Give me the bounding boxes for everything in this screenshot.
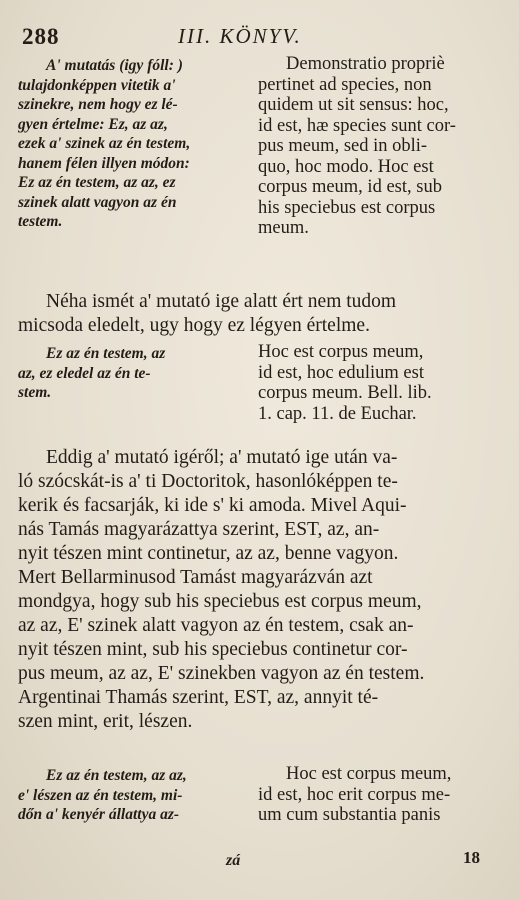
text-line: nás Tamás magyarázattya szerint, EST, az, an- <box>18 519 380 540</box>
running-title: III. KÖNYV. <box>178 24 302 48</box>
latin-column-1 <box>258 54 506 239</box>
paragraph-1 <box>18 290 508 338</box>
text-line: szinekre, nem hogy ez lé- <box>18 96 178 113</box>
text-line: szen mint, erit, lészen. <box>18 711 193 732</box>
latin-column-3 <box>258 764 506 826</box>
text-line: quo, hoc modo. Hoc est <box>258 156 434 177</box>
text-line: szinek alatt vagyon az én <box>18 193 177 211</box>
text-line: dőn a' kenyér állattya az- <box>18 806 180 823</box>
text-line: pus meum, az az, E' szinekben vagyon az én testem. <box>18 663 425 684</box>
hungarian-column-3 <box>18 766 256 825</box>
text-line: gyen értelme: Ez, az az, <box>18 115 168 133</box>
text-line: kerik és facsarják, ki ide s' ki amoda. Mivel Aqui- <box>18 495 407 516</box>
text-line: his speciebus est corpus <box>258 197 436 218</box>
text-line: Ez az én testem, az az, <box>46 767 187 784</box>
text-line: corpus meum, id est, sub <box>258 177 442 197</box>
text-line: mondgya, hogy sub his speciebus est corpus meum, <box>18 591 422 612</box>
text-line: um cum substantia panis <box>258 805 441 825</box>
text-line: Hoc est corpus meum, <box>258 342 424 362</box>
text-line: id est, hoc edulium est <box>258 362 424 383</box>
text-line: pus meum, sed in obli- <box>258 136 428 156</box>
text-line: nyit tészen mint, sub his speciebus continetur cor- <box>18 639 408 660</box>
text-line: tulajdonképpen vitetik a' <box>18 76 176 94</box>
text-line: Eddig a' mutató igéről; a' mutató ige után va- <box>46 447 398 468</box>
catchword: zá <box>226 852 241 869</box>
text-line: 1. cap. 11. de Euchar. <box>258 403 417 424</box>
page-number: 288 <box>22 24 60 49</box>
text-line: Argentinai Thamás szerint, EST, az, annyit té- <box>18 687 379 708</box>
text-line: nyit tészen mint continetur, az az, benne vagyon. <box>18 543 399 564</box>
text-line: quidem ut sit sensus: hoc, <box>258 95 449 115</box>
text-line: id est, hæ species sunt cor- <box>258 115 456 136</box>
text-line: testem. <box>18 213 63 230</box>
signature-mark: 18 <box>463 848 480 867</box>
text-line: meum. <box>258 218 309 238</box>
text-line: A' mutatás (igy fóll: ) <box>46 57 183 74</box>
text-line: Hoc est corpus meum, <box>286 764 452 784</box>
text-line: hanem félen illyen módon: <box>18 154 190 172</box>
text-line: id est, hoc erit corpus me- <box>258 784 451 805</box>
text-line: micsoda eledelt, ugy hogy ez légyen értelme. <box>18 315 370 336</box>
hungarian-column-2 <box>18 344 256 403</box>
text-line: ezek a' szinek az én testem, <box>18 135 191 152</box>
text-line: Ez az én testem, az az, ez <box>18 174 176 191</box>
latin-column-2 <box>258 342 506 424</box>
text-line: Néha ismét a' mutató ige alatt ért nem tudom <box>46 291 397 312</box>
text-line: corpus meum. Bell. lib. <box>258 383 432 403</box>
text-line: e' lészen az én testem, mi- <box>18 786 183 804</box>
text-line: pertinet ad species, non <box>258 74 432 95</box>
text-line: stem. <box>18 384 52 401</box>
text-line: Mert Bellarminusod Tamást magyarázván azt <box>18 567 373 588</box>
text-line: az az, E' szinek alatt vagyon az én testem, csak an- <box>18 615 414 636</box>
text-line: ló szócskát-is a' ti Doctoritok, hasonlóképpen te- <box>18 471 398 492</box>
text-line: Ez az én testem, az <box>46 345 166 362</box>
hungarian-column-1 <box>18 56 256 232</box>
text-line: Demonstratio propriè <box>286 54 445 74</box>
paragraph-2 <box>18 446 508 734</box>
text-line: az, ez eledel az én te- <box>18 364 151 382</box>
